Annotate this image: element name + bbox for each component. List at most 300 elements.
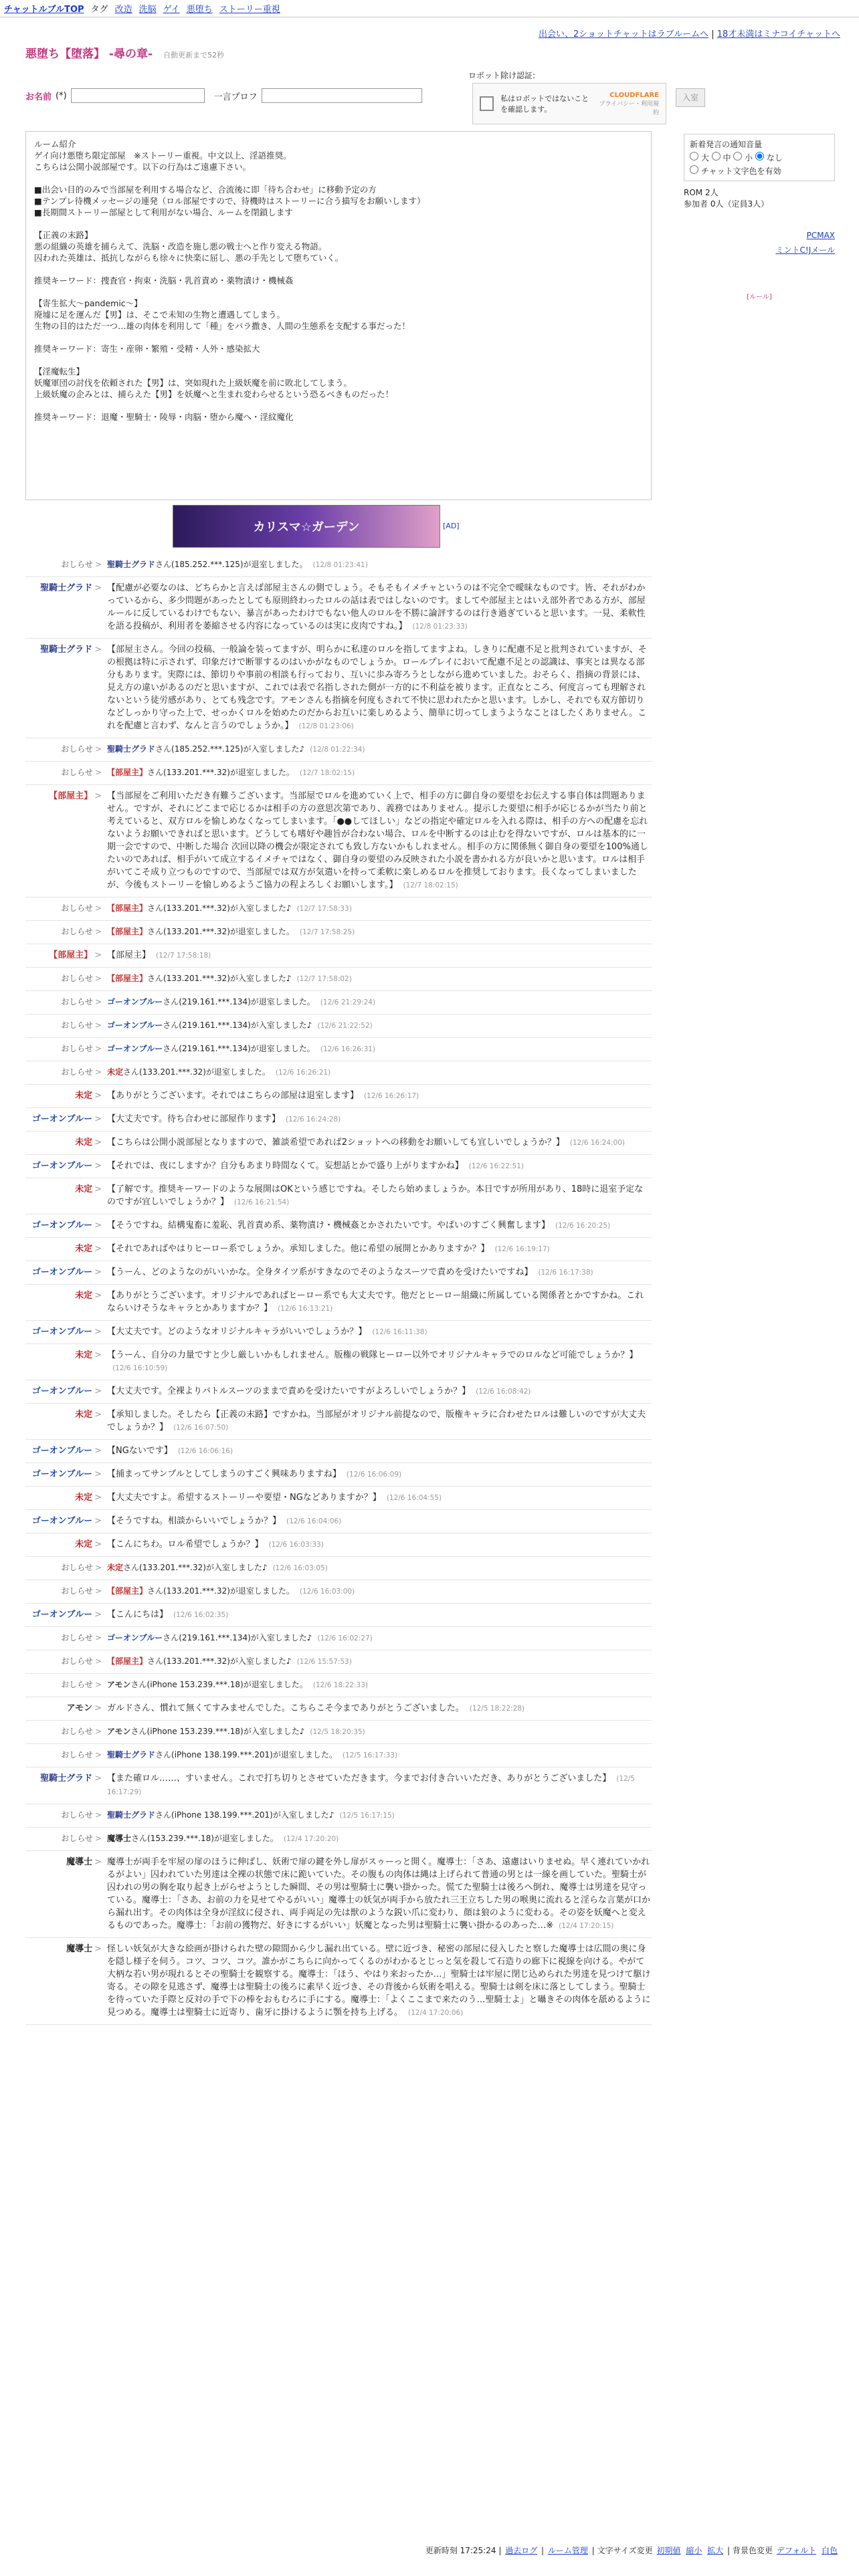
chat-message <box>25 1261 652 1285</box>
speaker-name <box>25 1385 107 1398</box>
speaker-name <box>25 1538 107 1551</box>
captcha-checkbox[interactable] <box>480 96 494 111</box>
message-text: 【部屋主】 <box>107 950 151 960</box>
speaker-label: おしらせ <box>61 1727 93 1736</box>
message-text: 【それでは、夜にしますか？自分もあまり時間なくて。妄想話とかで盛り上がりますかね】 <box>107 1161 464 1171</box>
system-notice <box>25 1557 652 1580</box>
message-text: 【そうですね。結構鬼畜に羞恥、乳首責め系、薬物漬け・機械姦とかされたいです。やぱいのすごく興奮します】 <box>107 1220 550 1230</box>
message-timestamp: (12/4 17:20:15) <box>559 1922 614 1930</box>
top-nav <box>0 0 859 17</box>
text-color-toggle[interactable]: チャット文字色を有効 <box>690 167 781 176</box>
message-body <box>107 1491 652 1505</box>
message-timestamp: (12/6 16:02:27) <box>317 1634 373 1642</box>
speaker-label: おしらせ <box>61 744 93 754</box>
bg-default-link[interactable]: デフォルト <box>776 2546 817 2555</box>
tag-link[interactable]: 悪堕ち <box>186 5 213 15</box>
speaker-label: 魔導士 <box>66 1944 93 1954</box>
speaker-arrow-icon: > <box>94 1267 102 1277</box>
speaker-arrow-icon: > <box>94 1184 102 1194</box>
user-name: 聖騎士グラド <box>107 744 156 754</box>
message-timestamp: (12/6 16:06:16) <box>177 1447 233 1455</box>
message-body <box>107 1136 652 1150</box>
chat-message <box>25 1533 652 1557</box>
speaker-name <box>25 1491 107 1505</box>
message-text: さん(iPhone 138.199.***.201)が退室しました。 <box>155 1750 337 1759</box>
user-name: 【部屋主】 <box>107 768 148 777</box>
system-notice <box>25 991 652 1014</box>
speaker-arrow-icon: > <box>94 1586 102 1596</box>
speaker-name <box>25 1655 107 1669</box>
message-body <box>107 949 652 962</box>
user-name: アモン <box>107 1727 131 1736</box>
message-timestamp: (12/7 18:02:15) <box>403 881 458 889</box>
message-timestamp: (12/6 16:19:17) <box>494 1245 550 1253</box>
chat-message <box>25 1238 652 1261</box>
system-notice <box>25 1721 652 1744</box>
message-body <box>107 1113 652 1126</box>
chat-message <box>25 1851 652 1938</box>
message-text: 魔導士が両手を牢屋の扉のほうに伸ばし、妖術で扉の鍵を外し扉がスゥーっと開く。魔導士：「さあ、遠慮はいりませぬ。早く連れていかれるがよい」囚われていた男達は全裸の状態で床に跪いていた。その腹もの肉体は縄は上げられて普通の男とは一線を画していた。聖騎士が囚われの男の胸を取り起き上がらせようとした瞬間、その男は聖騎士に襲い掛かった。慌てた聖騎士は後ろへ倒れ、魔導士は男達を見守っている。魔導士：「さあ、お前の力を見せてやるがいい」魔導士の妖気が両手から放たれ三王立ちした男の喉奥に流れると淫らな言葉が口から漏れ出す。その肉体は全身が淫紋に侵され、両手両足の先は獣のような鋭い爪に変わり、顔は狼のように変わる。その姿を妖魔へと変えるものであった。魔導士：「お前の獲物だ、好きにするがいい」妖魔となった男は聖騎士に襲い掛かるのあった…※ <box>107 1857 650 1931</box>
chat-message <box>25 1132 652 1155</box>
cloudflare-brand: CLOUDFLARE <box>609 91 659 99</box>
speaker-name <box>25 1183 107 1209</box>
sidebar <box>684 134 835 301</box>
speaker-arrow-icon: > <box>94 1044 102 1053</box>
message-timestamp: (12/6 16:20:25) <box>555 1222 611 1230</box>
message-body <box>107 1219 652 1232</box>
message-text: 【こんにちわ。ロル希望でしょうか？】 <box>107 1539 264 1549</box>
message-text: 【当部屋をご利用いただき有難うございます。当部屋でロルを進めていく上で、相手の方に御自身の要望をお伝えする事自体は問題ありません。ですが、それにどこまで応じるかは相手の方の意思次第であり、義務ではありません。提示した要望に相手が応じるかが当たり前と考えていると、双方ロルを愉しめなくなってしまいます。「●●してほしい」などの指定や確定ロルを入れる際は、相手の方への配慮を忘れないようお願いできればと思います。どうしても嗜好や趣旨が合わない場合、ロルを中断するのは止むを得ないですが、ロルは基本的に一期一会ですので、中断した場合 次回以降の機会が限定されても致し方ないかもしれません。相手の方に関係無く御自身の要望を100%通したいのであれば、相手がいて成立するイメチャではなく、御自身の要望のみ反映された小説を書かれる方が良いかと思います。ロルは相手がいてこそ成り立つものですので、当部屋では双方が気遣いを持って柔軟に楽しめるロルを推奨しております。長くなってしまいましたが、今後もストーリーを愉しめるようご協力の程よろしくお願いします。】 <box>107 791 648 890</box>
chat-message <box>25 1697 652 1721</box>
volume-option[interactable]: なし <box>755 153 783 163</box>
message-text: 【うーん、自分の力量ですと少し厳しいかもしれません。版権の戦隊ヒーロー以外でオリジナルキャラでのロルなど可能でしょうか？】 <box>107 1350 638 1360</box>
speaker-label: アモン <box>66 1703 93 1713</box>
speaker-label: おしらせ <box>61 974 93 983</box>
message-timestamp: (12/8 01:23:33) <box>412 623 468 631</box>
speaker-name <box>25 1289 107 1315</box>
speaker-arrow-icon: > <box>94 1703 102 1713</box>
speaker-arrow-icon: > <box>94 950 102 960</box>
ad-link[interactable]: [AD] <box>443 522 460 530</box>
chat-message <box>25 785 652 897</box>
nav-home-link[interactable]: チャットルブルTOP <box>4 5 84 15</box>
message-text: 【大丈夫ですよ。希望するストーリーや要望・NGなどありますか？】 <box>107 1493 381 1503</box>
bg-white-link[interactable]: 白色 <box>821 2546 838 2555</box>
message-timestamp: (12/6 16:02:35) <box>173 1611 229 1619</box>
message-body <box>107 1043 652 1056</box>
message-text: 【そうですね。相談からいいでしょうか？】 <box>107 1516 282 1526</box>
message-text: さん(133.201.***.32)が入室しました♪ <box>123 1563 268 1572</box>
speaker-arrow-icon: > <box>94 1633 102 1642</box>
message-body <box>107 1856 652 1933</box>
speaker-name <box>25 1266 107 1279</box>
system-notice <box>25 1744 652 1767</box>
system-notice <box>25 921 652 944</box>
speaker-label: おしらせ <box>61 997 93 1006</box>
message-timestamp: (12/4 17:20:06) <box>408 2009 464 2017</box>
message-timestamp: (12/8 01:23:06) <box>298 722 354 730</box>
speaker-arrow-icon: > <box>94 1944 102 1954</box>
speaker-name <box>25 1809 107 1822</box>
speaker-arrow-icon: > <box>94 1539 102 1549</box>
speaker-name <box>25 1515 107 1528</box>
message-body <box>107 1019 652 1033</box>
message-text: 【こんにちは】 <box>107 1610 169 1620</box>
speaker-name <box>25 1585 107 1598</box>
message-timestamp: (12/7 17:58:33) <box>296 905 352 913</box>
message-timestamp: (12/6 16:04:55) <box>386 1494 442 1502</box>
message-text: さん(133.201.***.32)が入室しました♪ <box>147 903 292 913</box>
font-shrink-link[interactable]: 縮小 <box>686 2546 702 2555</box>
user-name: ゴーオンブルー <box>107 1633 163 1642</box>
system-notice <box>25 762 652 785</box>
message-timestamp: (12/4 17:20:20) <box>283 1835 339 1843</box>
user-name: 未定 <box>107 1563 124 1572</box>
past-log-link[interactable]: 過去ログ <box>505 2546 538 2555</box>
user-name: 聖騎士グラド <box>107 1810 156 1820</box>
message-body <box>107 1725 652 1739</box>
message-body <box>107 1408 652 1434</box>
speaker-label: おしらせ <box>61 1021 93 1030</box>
message-text: 【了解です。推奨キーワードのような展開はOKという感じですね。そしたら始めましょうか。本日ですが所用があり、18時に退室予定なのですが宜しいでしょうか？】 <box>107 1184 644 1207</box>
separator: | <box>711 29 714 39</box>
speaker-name <box>25 1136 107 1150</box>
font-size-label: 文字サイズ変更 <box>597 2546 653 2555</box>
message-body <box>107 643 652 733</box>
message-timestamp: (12/7 17:58:25) <box>299 928 355 936</box>
message-body <box>107 1809 652 1822</box>
system-notice <box>25 1038 652 1061</box>
sound-title: 新着発言の通知音量 <box>690 140 763 149</box>
message-text: さん(185.252.***.125)が退室しました。 <box>155 560 308 569</box>
profile-input[interactable] <box>262 88 422 103</box>
message-timestamp: (12/5 18:20:35) <box>310 1728 365 1736</box>
tag-link[interactable]: 洗脳 <box>138 5 157 15</box>
message-timestamp: (12/5 18:22:28) <box>469 1705 525 1713</box>
message-body <box>107 902 652 916</box>
top-right-links <box>539 27 840 39</box>
captcha-privacy[interactable]: プライバシー・利用規約 <box>599 100 659 116</box>
speaker-label: ゴーオンブルー <box>31 1114 93 1124</box>
speaker-name <box>25 949 107 962</box>
message-body <box>107 1266 652 1279</box>
chat-message <box>25 1321 652 1344</box>
speaker-name <box>25 766 107 780</box>
user-name: 【部屋主】 <box>107 974 148 983</box>
love-room-link[interactable]: 出会い、2ショットチャットはラブルームへ <box>538 29 709 39</box>
system-notice <box>25 1674 652 1697</box>
speaker-arrow-icon: > <box>94 1446 102 1456</box>
chat-message <box>25 1380 652 1404</box>
volume-option[interactable]: 小 <box>733 153 753 163</box>
sponsor-link[interactable]: PCMAX <box>806 231 835 240</box>
message-text: さん(iPhone 153.239.***.18)が退室しました。 <box>130 1680 308 1689</box>
chat-message <box>25 1510 652 1533</box>
speaker-arrow-icon: > <box>94 1114 102 1124</box>
message-body <box>107 1772 652 1799</box>
speaker-arrow-icon: > <box>94 1750 102 1759</box>
speaker-name <box>25 1408 107 1434</box>
speaker-label: 未定 <box>75 1184 93 1194</box>
user-name: 【部屋主】 <box>107 1586 148 1596</box>
message-body <box>107 1385 652 1398</box>
speaker-name <box>25 1243 107 1256</box>
tag-link[interactable]: ゲイ <box>163 5 180 15</box>
system-notice <box>25 738 652 762</box>
tag-link[interactable]: ストーリー重視 <box>219 5 280 15</box>
message-text: さん(iPhone 138.199.***.201)が入室しました♪ <box>155 1810 335 1820</box>
speaker-label: ゴーオンブルー <box>31 1327 93 1337</box>
message-text: さん(133.201.***.32)が退室しました。 <box>147 927 294 936</box>
message-body <box>107 972 652 986</box>
speaker-label: おしらせ <box>61 1044 93 1053</box>
message-body <box>107 1349 652 1375</box>
message-timestamp: (12/5 16:17:15) <box>339 1812 395 1820</box>
message-body <box>107 1066 652 1079</box>
speaker-label: おしらせ <box>61 903 93 913</box>
speaker-arrow-icon: > <box>94 1291 102 1301</box>
speaker-label: おしらせ <box>61 927 93 936</box>
message-body <box>107 790 652 892</box>
message-timestamp: (12/5 16:17:29) <box>107 1775 635 1796</box>
speaker-name <box>25 1019 107 1033</box>
bg-color-label: 背景色変更 <box>732 2546 773 2555</box>
user-name: ゴーオンブルー <box>107 997 163 1006</box>
speaker-name <box>25 1160 107 1173</box>
message-text: 【こちらは公開小説部屋となりますので、雑談希望であれば2ショットへの移動をお願いしても宜しいでしょうか？】 <box>107 1138 565 1148</box>
chat-message <box>25 1344 652 1380</box>
speaker-name <box>25 1468 107 1481</box>
message-text: 【大丈夫です。待ち合わせに部屋作ります】 <box>107 1114 280 1124</box>
speaker-arrow-icon: > <box>94 974 102 983</box>
message-body <box>107 1183 652 1209</box>
speaker-arrow-icon: > <box>94 791 102 801</box>
message-timestamp: (12/6 16:07:50) <box>173 1424 229 1432</box>
speaker-name <box>25 926 107 939</box>
system-notice <box>25 1061 652 1085</box>
volume-options <box>690 152 829 163</box>
message-text: さん(219.161.***.134)が入室しました♪ <box>163 1021 312 1030</box>
volume-option[interactable]: 中 <box>712 153 731 163</box>
message-body <box>107 1289 652 1315</box>
message-body <box>107 1515 652 1528</box>
message-text: 【大丈夫です。どのようなオリジナルキャラがいいでしょうか？】 <box>107 1327 367 1337</box>
message-body <box>107 743 652 756</box>
volume-option[interactable]: 大 <box>690 153 709 163</box>
message-text: 【部屋主さん。今回の投稿、一般論を装ってますが、明らかに私達のロルを指してますよね。しきりに配慮不足と批判されていますが、その根拠は特に示されず、印象だけで断罪するのはいかがなものでしょうか。ロールプレイにおいて配慮不足との認識は、事実とは異なる部分もあります。実際には、節切りや事前の相談も行っており、互いに歩み寄ろうとしながら進めていました。おそらく、指摘の背景には、見え方の違いがあるのだと思いますが、これでは表で名指しされた側が一方的に不利益を被ります。正直なところ、何度言っても理解されないという徒労感があり、とても残念です。アモンさんも指摘を何度もされて不快に思われたかと思います。しかし、それでも双方節切りなどしっかり守った上で、せっかくロルを始めたのだからお互いに楽しめるよう、簡単に切ってしまうようなことはしたくありません。これを配慮と言わず、なんと言うのでしょうか。】 <box>107 645 647 731</box>
user-name: 聖騎士グラド <box>107 560 156 569</box>
speaker-name <box>25 1772 107 1799</box>
name-label: お名前 <box>25 92 52 102</box>
speaker-label: 未定 <box>75 1291 93 1301</box>
speaker-arrow-icon: > <box>94 1563 102 1572</box>
message-body <box>107 582 652 633</box>
message-body <box>107 1632 652 1645</box>
system-notice <box>25 1828 652 1851</box>
speaker-name <box>25 1444 107 1458</box>
speaker-label: 未定 <box>75 1091 93 1101</box>
speaker-label: ゴーオンブルー <box>31 1469 93 1479</box>
user-name: 魔導士 <box>107 1834 132 1843</box>
message-text: 【また確ロル……、すいません。これで打ち切りとさせていただきます。今までお付き合いいただき、ありがとうございました】 <box>107 1774 611 1784</box>
sponsor-link[interactable]: ミントC!Jメール <box>775 245 835 255</box>
chat-message <box>25 944 652 968</box>
speaker-name <box>25 1089 107 1103</box>
speaker-name <box>25 743 107 756</box>
speaker-label: ゴーオンブルー <box>31 1161 93 1171</box>
message-body <box>107 1832 652 1846</box>
message-text: さん(133.201.***.32)が入室しました♪ <box>147 1656 292 1666</box>
message-body <box>107 1702 652 1715</box>
speaker-arrow-icon: > <box>94 997 102 1006</box>
speaker-name <box>25 1725 107 1739</box>
speaker-name <box>25 1562 107 1575</box>
speaker-arrow-icon: > <box>94 1656 102 1666</box>
message-timestamp: (12/6 16:03:33) <box>268 1541 324 1549</box>
speaker-arrow-icon: > <box>94 927 102 936</box>
chat-message <box>25 639 652 738</box>
speaker-label: ゴーオンブルー <box>31 1516 93 1526</box>
speaker-label: 聖騎士グラド <box>40 1774 93 1784</box>
message-body <box>107 1444 652 1458</box>
chat-message <box>25 1214 652 1238</box>
speaker-name <box>25 1043 107 1056</box>
speaker-label: ゴーオンブルー <box>31 1267 93 1277</box>
message-body <box>107 1468 652 1481</box>
speaker-name <box>25 1856 107 1933</box>
speaker-label: 聖騎士グラド <box>40 645 93 655</box>
speaker-name <box>25 558 107 572</box>
system-notice <box>25 1650 652 1674</box>
message-text: さん(219.161.***.134)が退室しました。 <box>163 997 315 1006</box>
message-timestamp: (12/6 21:29:24) <box>320 998 376 1006</box>
speaker-arrow-icon: > <box>94 583 102 593</box>
auto-update-timer: 自動更新まで52秒 <box>163 51 225 60</box>
speaker-name <box>25 902 107 916</box>
speaker-arrow-icon: > <box>94 1138 102 1148</box>
message-text: さん(iPhone 153.239.***.18)が入室しました♪ <box>130 1727 305 1736</box>
speaker-label: ゴーオンブルー <box>31 1386 93 1396</box>
speaker-name <box>25 1113 107 1126</box>
speaker-name <box>25 1066 107 1079</box>
user-name: ゴーオンブルー <box>107 1044 163 1053</box>
speaker-arrow-icon: > <box>94 1810 102 1820</box>
message-timestamp: (12/6 16:10:59) <box>112 1364 168 1372</box>
enter-button[interactable]: 入室 <box>676 88 705 107</box>
font-enlarge-link[interactable]: 拡大 <box>707 2546 724 2555</box>
font-default-link[interactable]: 初期値 <box>656 2546 681 2555</box>
speaker-label: 魔導士 <box>66 1857 93 1867</box>
rule-link[interactable]: [ルール] <box>747 294 772 301</box>
speaker-arrow-icon: > <box>94 1244 102 1254</box>
chat-message <box>25 1108 652 1132</box>
speaker-arrow-icon: > <box>94 1021 102 1030</box>
captcha-label: 私はロボットではないことを確認します。 <box>500 94 589 114</box>
tag-link[interactable]: 改造 <box>114 5 132 15</box>
speaker-label: 聖騎士グラド <box>40 583 93 593</box>
user-name: ゴーオンブルー <box>107 1021 163 1030</box>
message-text: 怪しい妖気が大きな絵画が掛けられた壁の隙間から少し漏れ出ている。壁に近づき、秘密の部屋に侵入したと察した魔導士は広間の奥に身を隠し様子を伺う。コツ、コツ、コツ。誰かがこちらに向かってくるのがわかるとじっと気を殺して石造りの廊下に視線を向ける。やがて大柄な若い男が現れるとその聖騎士を観察する。魔導士：「ほう、やはり来おったか…」聖騎士は牢屋に閉じ込められた男達を見つけて駆け寄る。その隙を見逃さず、魔導士は聖騎士の後ろに素早く近づき、その背後から妖術を唱える。聖騎士は剣を床に落としてしまう。聖騎士を待っていた手際と反対の手で下の棒をおもむろに手にする。魔導士：「よくここまで来たのう…聖騎士よ」と囁きその肉体を舐めるように見つめる。魔導士は聖騎士に近寄り、歯牙に掛けるように顎を持ち上げる。 <box>107 1944 651 2018</box>
speaker-name <box>25 1749 107 1762</box>
message-timestamp: (12/6 16:17:38) <box>538 1269 593 1277</box>
speaker-arrow-icon: > <box>94 903 102 913</box>
speaker-label: おしらせ <box>61 1563 93 1572</box>
speaker-label: おしらせ <box>61 1750 93 1759</box>
ad-banner[interactable]: カリスマ☆ガーデン <box>173 505 440 548</box>
chat-message <box>25 1155 652 1178</box>
entry-form <box>25 88 422 103</box>
message-body <box>107 1562 652 1575</box>
speaker-arrow-icon: > <box>94 1161 102 1171</box>
captcha-header: ロボット除け認証: <box>468 71 536 80</box>
chat-message <box>25 1440 652 1463</box>
message-text: さん(219.161.***.134)が退室しました。 <box>163 1044 315 1053</box>
message-text: さん(133.201.***.32)が退室しました。 <box>123 1067 270 1077</box>
message-timestamp: (12/6 16:26:21) <box>275 1069 331 1077</box>
chat-log <box>25 554 652 2025</box>
message-body <box>107 1655 652 1669</box>
speaker-label: 未定 <box>75 1138 93 1148</box>
chat-message <box>25 1604 652 1627</box>
speaker-name <box>25 582 107 633</box>
speaker-arrow-icon: > <box>94 1493 102 1503</box>
speaker-label: おしらせ <box>61 560 93 569</box>
user-name: 【部屋主】 <box>107 927 148 936</box>
name-required-mark: (*) <box>56 90 67 101</box>
message-timestamp: (12/6 16:24:00) <box>569 1139 626 1147</box>
speaker-label: 未定 <box>75 1350 93 1360</box>
system-notice <box>25 1580 652 1604</box>
update-time: 更新時刻 17:25:24 <box>425 2546 496 2555</box>
message-timestamp: (12/7 17:58:02) <box>296 975 352 983</box>
rom-count: ROM 2人 <box>684 188 719 197</box>
message-timestamp: (12/7 17:58:18) <box>156 952 211 960</box>
room-intro: ルーム紹介 ゲイ向け悪堕ち限定部屋 ※ストーリー重視。中文以上、淫語推奨。 こちらは公開小説部屋です。以下の行為はご遠慮下さい。 ■出会い目的のみで当部屋を利用する場合など、合流後に即「待ち合わせ」に移動予定の方 ■テンプレ待機メッセージの連発（ロル部屋ですので、待機時はストーリーに合う描写をお願いします） ■長期間ストーリー部屋として利用がない場合、ルームを閉鎖します 【正義の末路】 悪の組織の英雄を捕らえて、洗脳・改造を施し悪の戦士へと作り変える物語。 囚われた英雄は、抵抗しながらも徐々に快楽に屈し、悪の手先として堕ちていく。 推奨キーワード：捜査官・拘束・洗脳・乳首責め・薬物漬け・機械姦 【寄生拡大〜pandemic〜】 廃墟に足を運んだ【男】は、そこで未知の生物と遭遇してしまう。 生物の目的はただ一つ…雄の肉体を利用して「種」をバラ撒き、人間の生態系を支配する事だった！ 推奨キーワード：寄生・産卵・繁殖・受精・人外・感染拡大 【淫魔転生】 妖魔軍団の討伐を依頼された【男】は、突如現れた上級妖魔を前に敗北してしまう。 上級妖魔の企みとは、捕らえた【男】を妖魔へと生まれ変わらせるという恐るべきものだった！ 推奨キーワード：退魔・聖騎士・陵辱・肉脳・堕から魔へ・淫紋魔化 <box>25 131 652 500</box>
speaker-label: 【部屋主】 <box>49 950 93 960</box>
speaker-label: ゴーオンブルー <box>31 1220 93 1230</box>
minacoi-link[interactable]: 18才未満はミナコイチャットへ <box>717 29 840 39</box>
message-body <box>107 926 652 939</box>
message-timestamp: (12/6 18:22:33) <box>312 1681 369 1689</box>
profile-label: 一言プロフ <box>213 92 258 102</box>
speaker-name <box>25 1943 107 2020</box>
message-text: さん(133.201.***.32)が退室しました。 <box>147 1586 294 1596</box>
user-name: 未定 <box>107 1067 124 1077</box>
message-timestamp: (12/6 15:57:53) <box>296 1658 352 1666</box>
speaker-name <box>25 996 107 1009</box>
message-timestamp: (12/6 16:03:05) <box>272 1564 328 1572</box>
system-notice <box>25 1804 652 1828</box>
chat-message <box>25 1178 652 1214</box>
message-timestamp: (12/6 16:03:00) <box>299 1588 355 1596</box>
speaker-arrow-icon: > <box>94 1327 102 1337</box>
room-manage-link[interactable]: ルーム管理 <box>547 2546 588 2555</box>
message-timestamp: (12/6 16:26:31) <box>320 1045 376 1053</box>
message-timestamp: (12/6 16:06:09) <box>346 1471 402 1479</box>
system-notice <box>25 554 652 577</box>
message-text: さん(133.201.***.32)が入室しました♪ <box>147 974 292 983</box>
speaker-label: 未定 <box>75 1539 93 1549</box>
message-text: さん(133.201.***.32)が退室しました。 <box>147 768 294 777</box>
chat-message <box>25 1767 652 1804</box>
name-input[interactable] <box>71 88 205 103</box>
message-timestamp: (12/6 16:04:06) <box>286 1517 342 1525</box>
message-text: さん(219.161.***.134)が入室しました♪ <box>163 1633 312 1642</box>
message-body <box>107 1160 652 1173</box>
speaker-label: おしらせ <box>61 768 93 777</box>
speaker-name <box>25 1349 107 1375</box>
user-name: 【部屋主】 <box>107 903 148 913</box>
